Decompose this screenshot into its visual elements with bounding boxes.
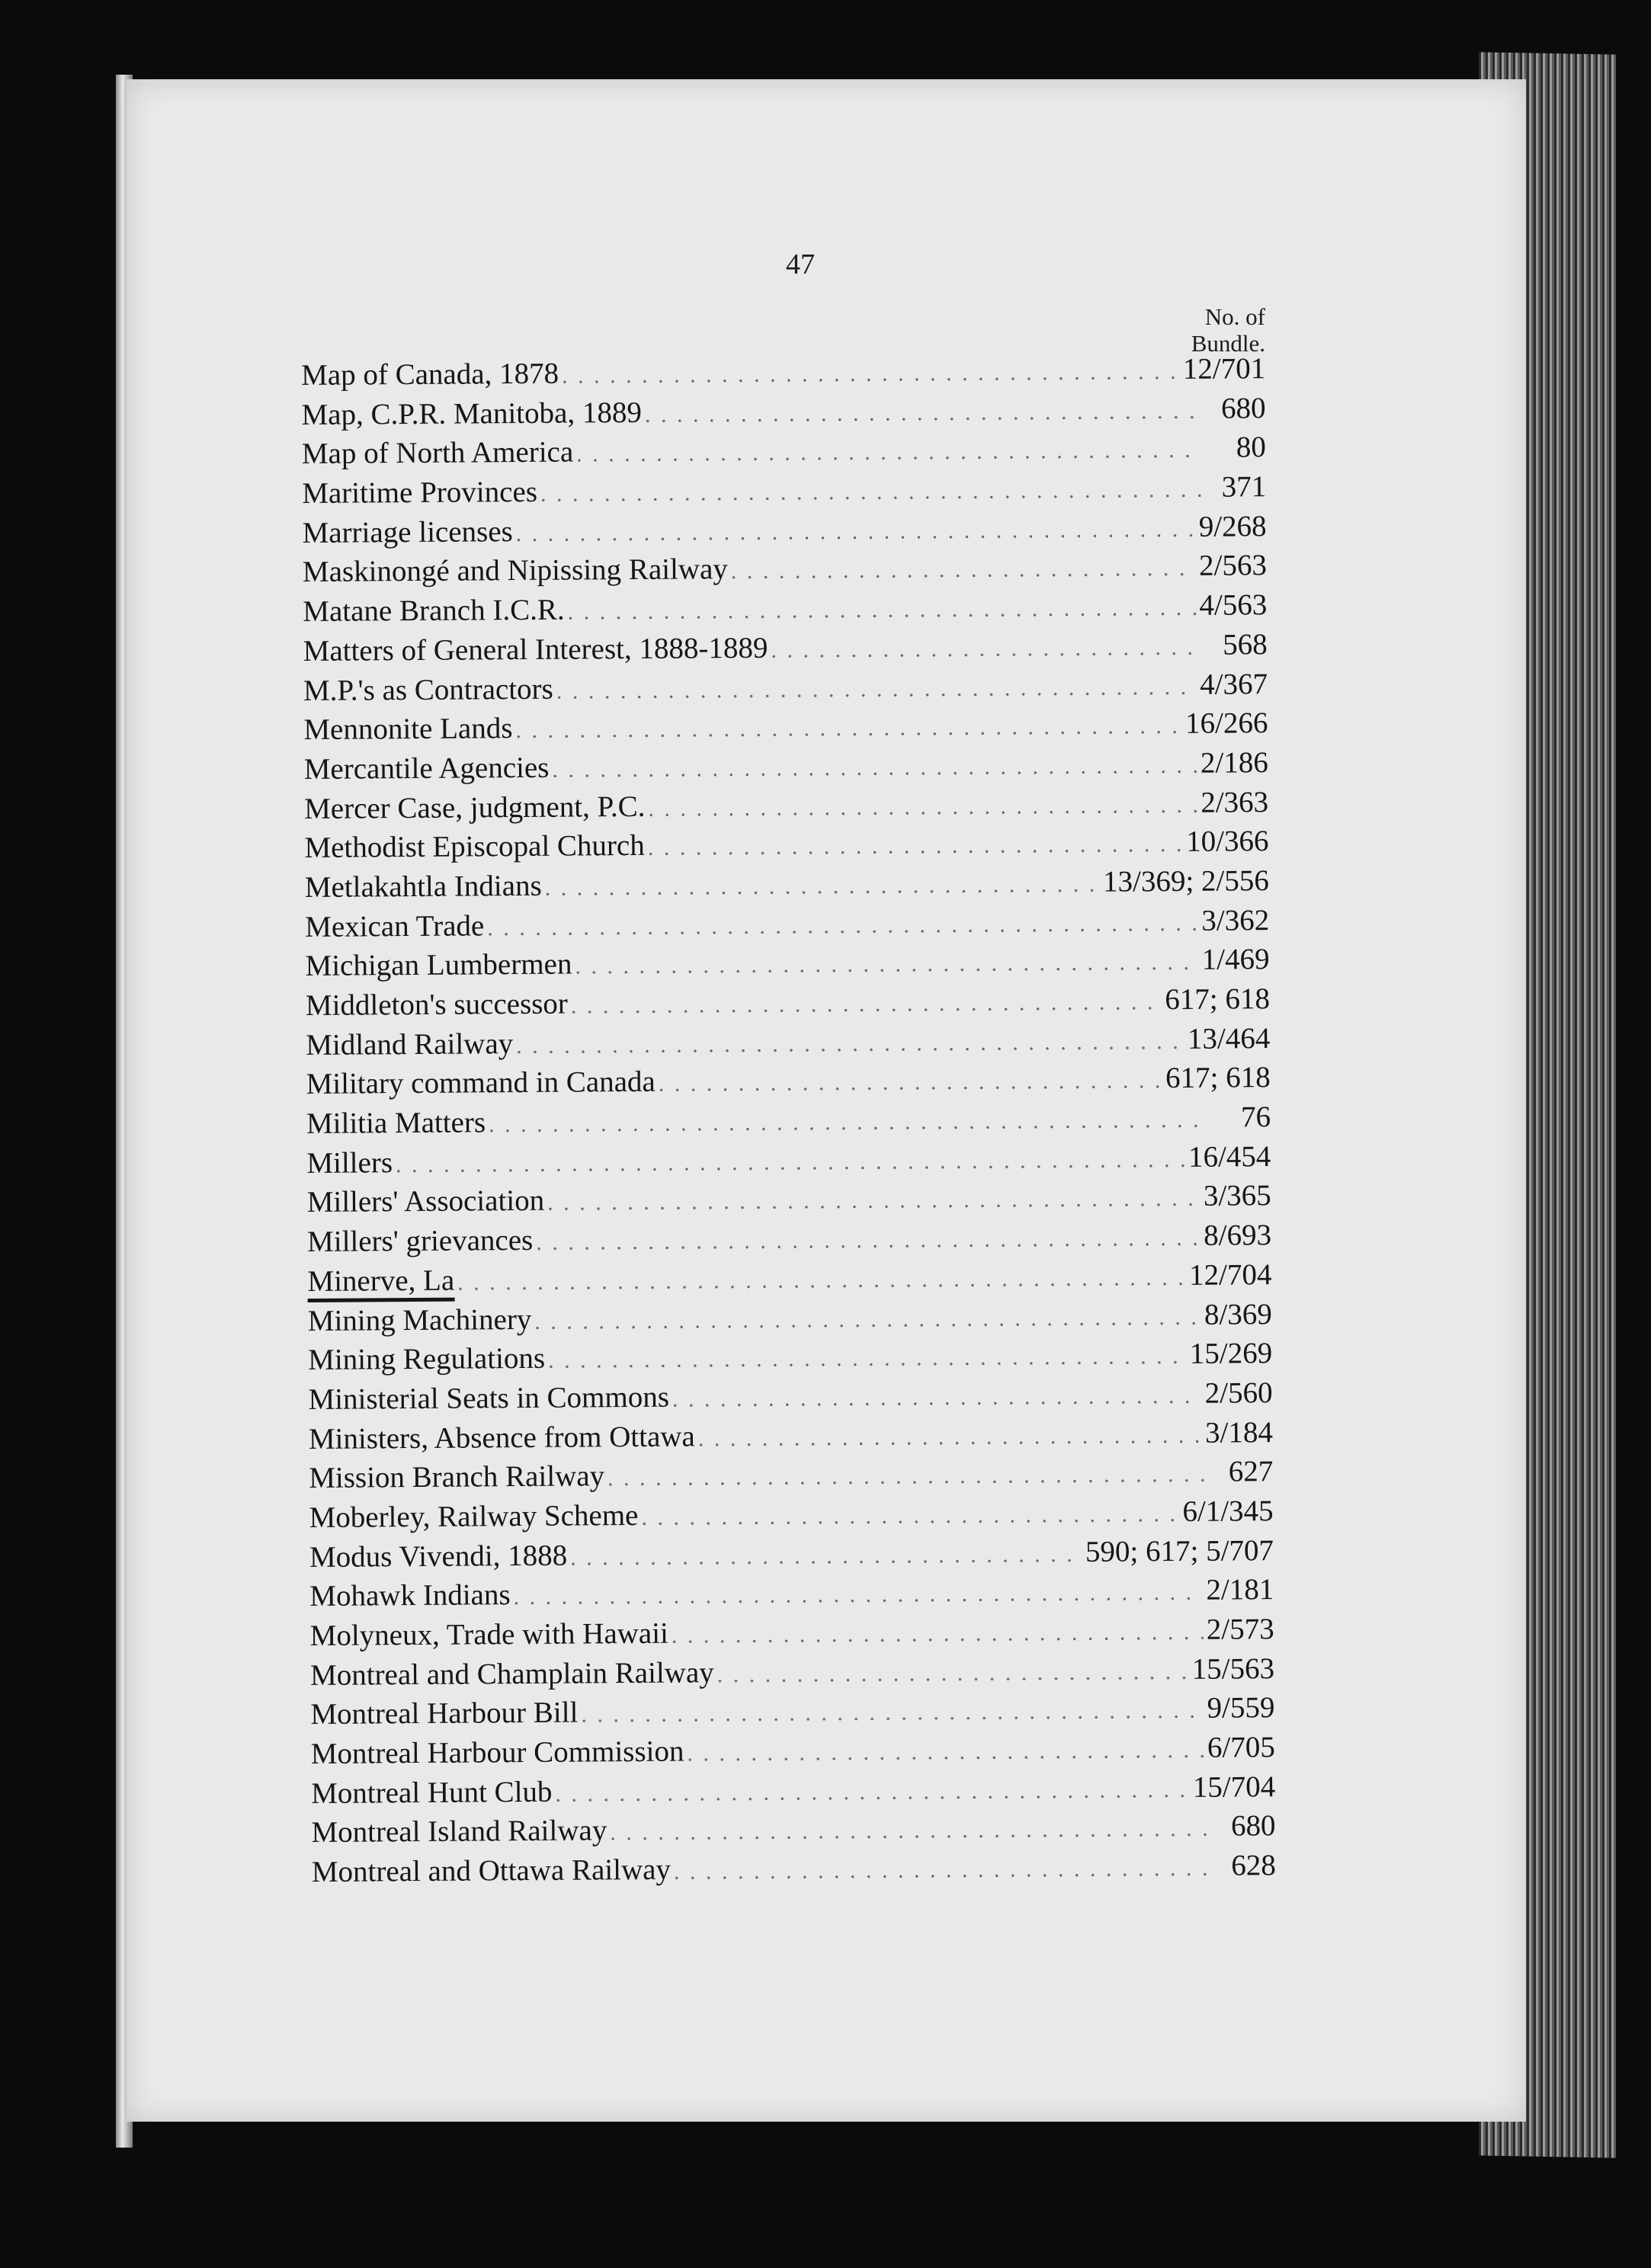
entry-bundle-number: 15/563 — [1191, 1651, 1275, 1686]
dot-leader — [672, 1383, 1202, 1413]
entry-label: Midland Railway — [306, 1027, 514, 1062]
dot-leader — [562, 359, 1180, 389]
entry-bundle-number: 2/181 — [1206, 1573, 1274, 1607]
dot-leader — [552, 753, 1197, 783]
dot-leader — [540, 477, 1203, 508]
dot-leader — [581, 1698, 1204, 1728]
entry-bundle-number: 3/362 — [1201, 903, 1270, 937]
dot-leader — [575, 950, 1199, 980]
entry-bundle-number: 6/1/345 — [1182, 1494, 1274, 1528]
index-entry — [303, 588, 1267, 634]
entry-bundle-number: 2/363 — [1201, 785, 1269, 819]
entry-bundle-number: 590; 617; 5/707 — [1085, 1533, 1274, 1568]
index-entry — [302, 431, 1266, 477]
index-entry — [302, 509, 1266, 556]
index-entry — [309, 1454, 1273, 1501]
column-header — [1143, 303, 1265, 357]
dot-leader — [698, 1422, 1202, 1452]
dot-leader — [674, 1856, 1212, 1885]
index-entry — [305, 903, 1269, 950]
dot-leader — [608, 1462, 1209, 1492]
index-entry — [304, 824, 1268, 870]
dot-leader — [513, 1580, 1203, 1610]
entry-bundle-number: 12/701 — [1182, 352, 1266, 386]
entry-label: Mercer Case, judgment, P.C. — [303, 790, 646, 825]
entry-bundle-number: 680 — [1220, 391, 1266, 425]
dot-leader — [489, 1107, 1207, 1139]
index-entry — [306, 982, 1270, 1028]
dot-leader — [648, 792, 1197, 822]
dot-leader — [570, 1542, 1082, 1571]
entry-bundle-number: 2/186 — [1200, 746, 1268, 780]
entry-label: Modus Vivendi, 1888 — [309, 1539, 568, 1574]
index-entry — [303, 627, 1268, 674]
entry-bundle-number: 4/367 — [1200, 667, 1268, 701]
column-header-line-2: Bundle. — [1191, 330, 1265, 357]
dot-leader — [547, 1186, 1201, 1216]
index-entry — [306, 1061, 1270, 1107]
entry-label: Metlakahtla Indians — [304, 869, 542, 904]
dot-leader — [516, 1029, 1185, 1059]
entry-label: Methodist Episcopal Church — [304, 829, 645, 865]
index-entry — [310, 1612, 1274, 1658]
entry-label: Moberley, Railway Scheme — [309, 1498, 639, 1534]
entry-label: Matane Branch I.C.R. — [303, 593, 565, 629]
entry-label: Millers' Association — [306, 1184, 545, 1219]
entry-label: Millers' grievances — [306, 1224, 534, 1259]
index-entry — [309, 1572, 1274, 1619]
entry-bundle-number: 627 — [1228, 1455, 1274, 1488]
entry-label: Map of North America — [301, 435, 574, 471]
index-entry — [308, 1376, 1272, 1422]
dot-leader — [576, 437, 1202, 468]
dot-leader — [771, 635, 1204, 664]
entry-bundle-number: 371 — [1221, 470, 1267, 504]
entry-bundle-number: 8/693 — [1204, 1219, 1272, 1252]
column-header-line-1: No. of — [1204, 303, 1265, 330]
entry-label: Montreal Harbour Commission — [310, 1735, 684, 1771]
entry-bundle-number: 3/184 — [1204, 1415, 1274, 1450]
dot-leader — [515, 713, 1182, 744]
entry-bundle-number: 8/369 — [1204, 1297, 1272, 1331]
entry-label: Map of Canada, 1878 — [301, 357, 559, 392]
index-entry — [302, 469, 1266, 516]
entry-bundle-number: 1/469 — [1201, 943, 1270, 977]
entry-bundle-number: 6/705 — [1207, 1731, 1275, 1764]
index-entry — [301, 391, 1265, 437]
entry-bundle-number: 12/704 — [1188, 1257, 1272, 1292]
index-entry — [308, 1336, 1272, 1382]
entry-bundle-number: 80 — [1236, 431, 1266, 464]
index-entry — [305, 942, 1269, 988]
dot-leader — [568, 595, 1197, 626]
entry-label: Michigan Lumbermen — [305, 947, 572, 983]
entry-bundle-number: 3/365 — [1203, 1179, 1271, 1213]
entry-label: Mexican Trade — [305, 908, 485, 943]
index-entry — [306, 1100, 1271, 1146]
entry-bundle-number: 13/464 — [1187, 1021, 1271, 1056]
index-entry — [307, 1257, 1271, 1304]
entry-label: Mohawk Indians — [309, 1578, 511, 1613]
dot-leader — [641, 1501, 1179, 1531]
entry-label: Ministerial Seats in Commons — [308, 1380, 670, 1416]
index-entry — [306, 1139, 1271, 1186]
entry-label: Map, C.P.R. Manitoba, 1889 — [301, 396, 643, 431]
entry-label: Mennonite Lands — [303, 712, 513, 747]
entry-label: Mission Branch Railway — [309, 1459, 605, 1495]
entry-label: Molyneux, Trade with Hawaii — [309, 1616, 668, 1652]
index-entry — [303, 667, 1268, 713]
index-entry — [309, 1415, 1273, 1462]
dot-leader — [534, 1304, 1201, 1334]
index-entry — [304, 785, 1268, 831]
entry-label: Montreal Island Railway — [311, 1814, 608, 1850]
dot-leader — [687, 1738, 1204, 1767]
entry-label: Maritime Provinces — [302, 475, 538, 511]
entry-label: Millers — [306, 1145, 393, 1180]
index-entry — [307, 1218, 1271, 1264]
index-entries — [301, 351, 1276, 1895]
entry-bundle-number: 628 — [1231, 1849, 1276, 1882]
dot-leader — [571, 989, 1162, 1019]
index-entry — [303, 549, 1267, 595]
index-entry — [311, 1809, 1275, 1856]
entry-label: Montreal and Champlain Railway — [309, 1655, 714, 1692]
entry-label: Mercantile Agencies — [303, 751, 550, 786]
index-entry — [311, 1770, 1275, 1816]
dot-leader — [610, 1816, 1211, 1847]
dot-leader — [487, 910, 1198, 941]
entry-label: Mining Machinery — [307, 1302, 532, 1337]
entry-bundle-number: 15/269 — [1189, 1337, 1273, 1371]
entry-bundle-number: 2/560 — [1204, 1376, 1273, 1410]
entry-label: M.P.'s as Contractors — [303, 672, 553, 707]
entry-label: Ministers, Absence from Ottawa — [308, 1419, 695, 1456]
index-entry — [308, 1297, 1272, 1344]
index-entry — [305, 863, 1269, 910]
entry-bundle-number: 16/454 — [1188, 1139, 1271, 1174]
index-entry — [303, 706, 1268, 752]
entry-bundle-number: 2/573 — [1206, 1613, 1274, 1646]
entry-bundle-number: 617; 618 — [1165, 982, 1271, 1017]
entry-bundle-number: 16/266 — [1185, 706, 1268, 741]
index-entry — [309, 1494, 1273, 1540]
entry-bundle-number: 4/563 — [1199, 588, 1268, 622]
dot-leader — [545, 872, 1101, 902]
entry-label: Military command in Canada — [306, 1065, 656, 1101]
index-entry — [312, 1848, 1276, 1895]
entry-label: Montreal Hunt Club — [310, 1775, 553, 1810]
page-number: 47 — [786, 248, 815, 280]
dot-leader — [717, 1659, 1189, 1688]
entry-label: Mining Regulations — [308, 1341, 546, 1377]
index-entry — [304, 745, 1268, 792]
entry-label: Matters of General Interest, 1888-1889 — [303, 631, 768, 668]
index-entry — [306, 1021, 1270, 1068]
dot-leader — [731, 556, 1197, 585]
dot-leader — [555, 1777, 1190, 1808]
dot-leader — [457, 1265, 1186, 1296]
index-entry — [311, 1730, 1275, 1776]
entry-bundle-number: 9/559 — [1207, 1691, 1275, 1725]
entry-label: Montreal Harbour Bill — [310, 1696, 579, 1731]
entry-bundle-number: 10/366 — [1185, 825, 1269, 859]
entry-label: Montreal and Ottawa Railway — [311, 1853, 672, 1889]
index-entry — [310, 1691, 1274, 1738]
entry-bundle-number: 680 — [1230, 1809, 1276, 1843]
entry-bundle-number: 9/268 — [1198, 509, 1267, 543]
entry-label: Maskinongé and Nipissing Railway — [302, 553, 728, 589]
entry-bundle-number: 2/563 — [1198, 549, 1268, 583]
index-entry — [301, 351, 1265, 398]
dot-leader — [645, 398, 1202, 428]
dot-leader — [556, 674, 1197, 704]
entry-bundle-number: 568 — [1223, 627, 1268, 662]
entry-bundle-number: 15/704 — [1192, 1770, 1276, 1804]
dot-leader — [548, 1344, 1187, 1374]
dot-leader — [648, 831, 1184, 861]
dot-leader — [672, 1619, 1204, 1649]
entry-label: Militia Matters — [306, 1106, 486, 1141]
entry-label: Middleton's successor — [305, 987, 568, 1022]
dot-leader — [396, 1147, 1185, 1178]
index-entry — [307, 1179, 1271, 1225]
dot-leader — [516, 517, 1196, 547]
entry-label: Marriage licenses — [302, 514, 513, 549]
entry-bundle-number: 617; 618 — [1165, 1061, 1271, 1095]
entry-bundle-number: 13/369; 2/556 — [1102, 864, 1269, 899]
index-entry — [310, 1651, 1274, 1698]
index-entry — [309, 1533, 1274, 1580]
entry-label: Minerve, La — [307, 1263, 454, 1302]
dot-leader — [536, 1225, 1201, 1256]
dot-leader — [659, 1068, 1162, 1098]
entry-bundle-number: 76 — [1240, 1100, 1271, 1134]
